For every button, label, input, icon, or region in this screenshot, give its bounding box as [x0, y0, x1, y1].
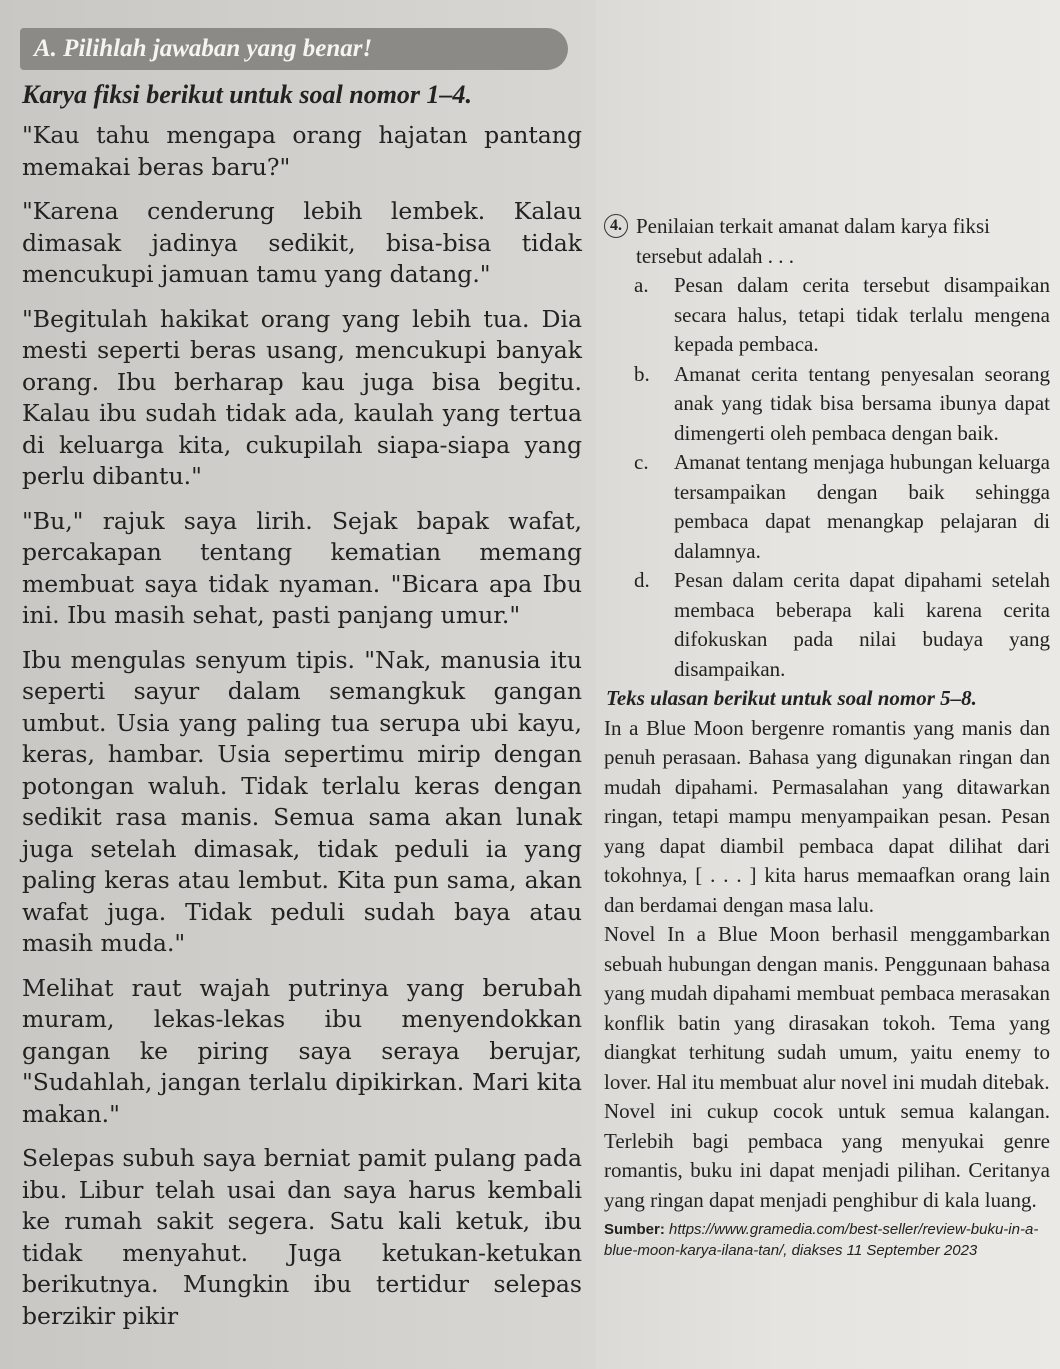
story-paragraph: "Karena cenderung lebih lembek. Kalau dimasak jadinya sedikit, bisa-bisa tidak mencukupi jamuan tamu yang datang." [22, 197, 582, 288]
story-paragraph: "Begitulah hakikat orang yang lebih tua. Dia mesti seperti beras usang, mencukupi banyak orang. Ibu berharap kau juga bisa begitu. Kalau ibu sudah tidak ada, kaulah yang tertua di keluarga kita, cukupilah siapa-siapa yang perlu dibantu." [22, 304, 582, 490]
story-paragraph: Selepas subuh saya berniat pamit pulang pada ibu. Libur telah usai dan saya harus kembali ke rumah sakit segera. Satu kali ketuk, ibu tidak menyahut. Juga ketukan-ketukan berikutnya. Mungkin ibu tertidur selepas berzikir pikir [22, 1144, 582, 1330]
review-heading: Teks ulasan berikut untuk soal nomor 5–8. [606, 686, 977, 710]
option-text: Amanat tentang menjaga hubungan keluarga tersampaikan dengan baik sehingga pembaca dapat menangkap pelajaran di dalamnya. [674, 450, 1050, 563]
source-link[interactable]: https://www.gramedia.com/best-seller/review-buku-in-a-blue-moon-karya-ilana-tan/, diakses 11 September 2023 [604, 1221, 1039, 1259]
story-paragraph: "Kau tahu mengapa orang hajatan pantang memakai beras baru?" [22, 121, 582, 181]
fiction-heading: Karya fiksi berikut untuk soal nomor 1–4. [22, 80, 473, 109]
option-d[interactable] [604, 566, 1050, 684]
option-c[interactable] [604, 448, 1050, 566]
source-citation [604, 1219, 1050, 1261]
option-label: c. [634, 450, 649, 474]
question-number: 4. [604, 214, 628, 238]
question-4 [604, 212, 1050, 271]
right-column [604, 212, 1050, 1261]
question-text: Penilaian terkait amanat dalam karya fiksi tersebut adalah . . . [636, 214, 990, 268]
option-label: d. [634, 568, 650, 592]
story-text [22, 120, 582, 1345]
option-text: Amanat cerita tentang penyesalan seorang anak yang tidak bisa bersama ibunya dapat dimengerti oleh pembaca dengan baik. [674, 361, 1050, 445]
option-text: Pesan dalam cerita tersebut disampaikan secara halus, tetapi tidak terlalu mengena kepada pembaca. [674, 273, 1050, 356]
story-paragraph: Melihat raut wajah putrinya yang berubah muram, lekas-lekas ibu menyendokkan gangan ke piring saya seraya berujar, "Sudahlah, jangan terlalu dipikirkan. Mari kita makan." [22, 973, 582, 1128]
option-a[interactable] [604, 271, 1050, 360]
story-paragraph: Ibu mengulas senyum tipis. "Nak, manusia itu seperti sayur dalam semangkuk gangan umbut. Usia yang paling tua serupa ubi kayu, keras, hambar. Usia sepertimu mirip dengan potongan waluh. Tidak terlalu keras dengan sedikit rasa manis. Semua sama akan lunak juga setelah dimasak, tidak peduli ia yang paling keras atau lembut. Kita pun sama, akan wafat juga. Tidak peduli sudah baya atau masih muda." [22, 645, 582, 957]
review-paragraph: Novel In a Blue Moon berhasil menggambarkan sebuah hubungan dengan manis. Penggunaan bahasa yang mudah dipahami membuat pembaca merasakan konflik batin yang dirasakan tokoh. Tema yang diangkat terhitung sudah umum, yaitu enemy to lover. Hal itu membuat alur novel ini mudah ditebak. [604, 922, 1050, 1094]
option-b[interactable] [604, 360, 1050, 449]
option-label: a. [634, 273, 649, 297]
review-paragraph: In a Blue Moon bergenre romantis yang manis dan penuh perasaan. Bahasa yang digunakan ringan dan mudah dipahami. Permasalahan yang ditawarkan ringan, tetapi mampu menyampaikan pesan. Pesan yang dapat diambil pembaca dapat dilihat dari tokohnya, [ . . . ] kita harus memaafkan orang lain dan berdamai dengan masa lalu. [604, 715, 1050, 917]
story-paragraph: "Bu," rajuk saya lirih. Sejak bapak wafat, percakapan tentang kematian memang membuat saya tidak nyaman. "Bicara apa Ibu ini. Ibu masih sehat, pasti panjang umur." [22, 506, 582, 629]
option-label: b. [634, 361, 650, 386]
source-label: Sumber: [604, 1221, 665, 1238]
section-title-banner: A. Pilihlah jawaban yang benar! [20, 28, 568, 70]
review-paragraph: Novel ini cukup cocok untuk semua kalangan. Terlebih bagi pembaca yang menyukai genre romantis, buku ini dapat menjadi pilihan. Ceritanya yang ringan dapat menjadi penghibur di kala luang. [604, 1099, 1050, 1212]
option-text: Pesan dalam cerita dapat dipahami setelah membaca beberapa kali karena cerita difokuskan pada nilai budaya yang disampaikan. [674, 568, 1050, 681]
